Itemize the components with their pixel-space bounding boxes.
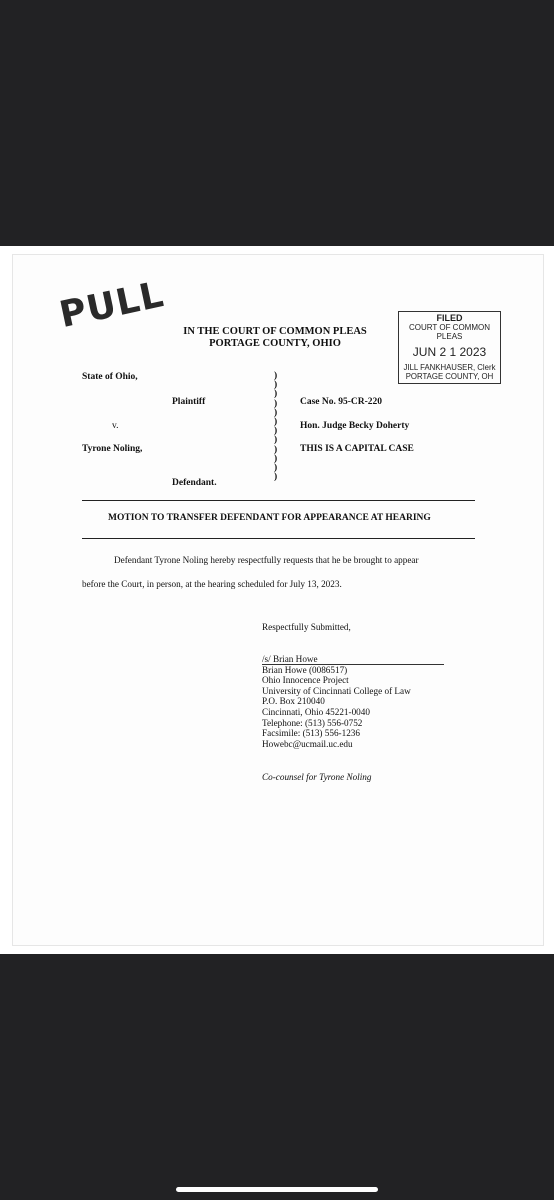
- counsel-role: Co-counsel for Tyrone Noling: [262, 772, 372, 782]
- signature-line: [262, 664, 444, 665]
- attorney-name: Brian Howe (0086517): [262, 664, 348, 675]
- plaintiff-label: Plaintiff: [172, 397, 206, 407]
- paren: ): [274, 426, 278, 437]
- filed-court: COURT OF COMMON PLEAS: [408, 323, 491, 341]
- paren: ): [274, 380, 278, 391]
- filed-title: FILED: [436, 313, 463, 323]
- signature-block: [262, 654, 411, 749]
- filed-county: PORTAGE COUNTY, OH: [405, 372, 494, 381]
- paren: ): [274, 371, 278, 381]
- paren: ): [274, 398, 278, 409]
- capital-case-notice: THIS IS A CAPITAL CASE: [300, 444, 414, 454]
- filed-clerk: JILL FANKHAUSER, Clerk: [403, 363, 496, 372]
- paren: ): [274, 435, 278, 446]
- facsimile: Facsimile: (513) 556-1236: [262, 728, 360, 739]
- po-box: P.O. Box 210040: [262, 696, 325, 707]
- filed-date: JUN 2 1 2023: [412, 345, 487, 359]
- plaintiff-name: State of Ohio,: [82, 372, 138, 382]
- paren: ): [274, 389, 278, 400]
- versus: v.: [112, 421, 119, 431]
- paren: ): [274, 463, 278, 474]
- telephone: Telephone: (513) 556-0752: [262, 717, 363, 728]
- judge-name: Hon. Judge Becky Doherty: [300, 421, 410, 431]
- city: Cincinnati, Ohio 45221-0040: [262, 706, 370, 717]
- pull-stamp: PULL: [56, 274, 168, 337]
- case-number: Case No. 95-CR-220: [300, 397, 383, 407]
- electronic-signature: /s/ Brian Howe: [262, 654, 318, 664]
- school: University of Cincinnati College of Law: [262, 685, 411, 696]
- closing: Respectfully Submitted,: [262, 622, 351, 632]
- paren: ): [274, 407, 278, 418]
- paren: ): [274, 453, 278, 464]
- paren: ): [274, 417, 278, 428]
- body-line-2: before the Court, in person, at the hearing scheduled for July 13, 2023.: [82, 579, 342, 589]
- court-county: PORTAGE COUNTY, OHIO: [209, 338, 341, 349]
- rule-top: [82, 500, 475, 501]
- rule-bottom: [82, 538, 475, 539]
- court-name: IN THE COURT OF COMMON PLEAS: [183, 326, 367, 337]
- body-line-1: Defendant Tyrone Noling hereby respectfully requests that he be brought to appear: [114, 555, 419, 565]
- motion-title: MOTION TO TRANSFER DEFENDANT FOR APPEARANCE AT HEARING: [108, 513, 431, 523]
- filed-stamp: [398, 311, 501, 384]
- email: Howebc@ucmail.uc.edu: [262, 738, 353, 749]
- defendant-name: Tyrone Noling,: [82, 444, 143, 454]
- paren: ): [274, 472, 278, 483]
- paren: ): [274, 444, 278, 455]
- caption-parentheses: [274, 372, 277, 482]
- home-indicator[interactable]: [176, 1187, 378, 1192]
- defendant-label: Defendant.: [172, 478, 217, 488]
- organization: Ohio Innocence Project: [262, 675, 349, 686]
